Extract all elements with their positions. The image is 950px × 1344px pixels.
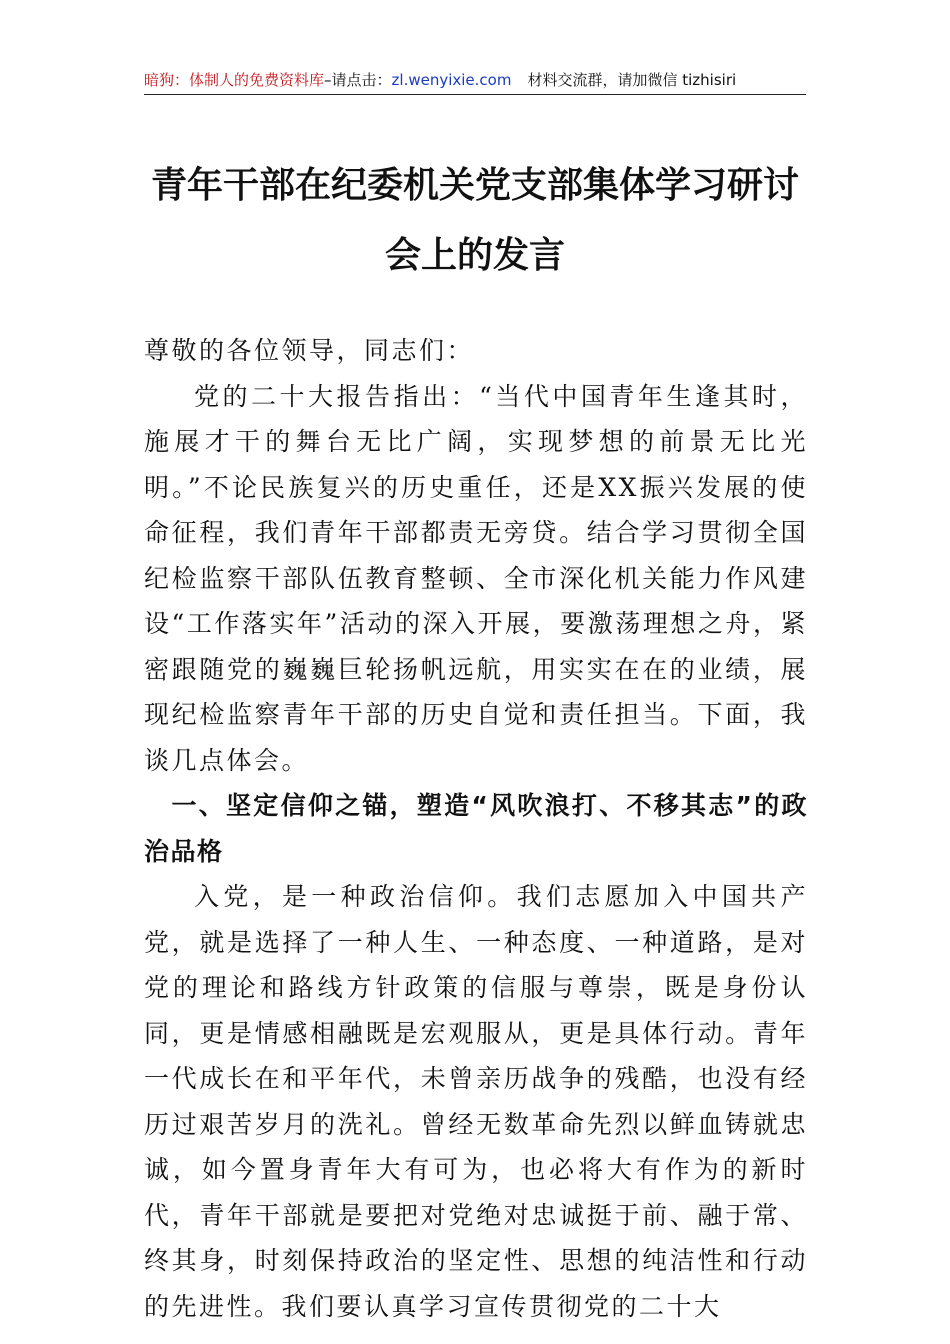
title-line-1: 青年干部在纪委机关党支部集体学习研讨 (150, 164, 799, 206)
document-body (144, 328, 808, 1329)
paragraph-2: 入党，是一种政治信仰。我们志愿加入中国共产党，就是选择了一种人生、一种态度、一种道路，是对党的理论和路线方针政策的信服与尊崇，既是身份认同，更是情感相融既是宏观服从，更是具体行动。青年一代成长在和平年代，未曾亲历战争的残酷，也没有经历过艰苦岁月的洗礼。曾经无数革命先烈以鲜血铸就忠诚，如今置身青年大有可为，也必将大有作为的新时代，青年干部就是要把对党绝对忠诚挺于前、融于常、终其身，时刻保持政治的坚定性、思想的纯洁性和行动的先进性。我们要认真学习宣传贯彻党的二十大 (144, 882, 808, 1321)
header-url-link[interactable]: zl.wenyixie.com (391, 71, 512, 89)
header-brand: 暗狗：体制人的免费资料库 (144, 71, 325, 89)
header-link-prefix: –请点击： (324, 71, 392, 89)
document-title (150, 150, 800, 290)
section-heading-1: 一、坚定信仰之锚，塑造“风吹浪打、不移其志”的政治品格 (144, 791, 808, 866)
header-contact: 材料交流群，请加微信 tizhisiri (527, 71, 737, 89)
title-line-2: 会上的发言 (384, 234, 565, 276)
salutation: 尊敬的各位领导，同志们： (144, 336, 475, 365)
paragraph-1: 党的二十大报告指出：“当代中国青年生逢其时，施展才干的舞台无比广阔，实现梦想的前景无比光明。”不论民族复兴的历史重任，还是XX振兴发展的使命征程，我们青年干部都责无旁贷。结合学习贯彻全国纪检监察干部队伍教育整顿、全市深化机关能力作风建设“工作落实年”活动的深入开展，要激荡理想之舟，紧密跟随党的巍巍巨轮扬帆远航，用实实在在的业绩，展现纪检监察青年干部的历史自觉和责任担当。下面，我谈几点体会。 (144, 381, 808, 775)
header-banner (144, 66, 806, 95)
